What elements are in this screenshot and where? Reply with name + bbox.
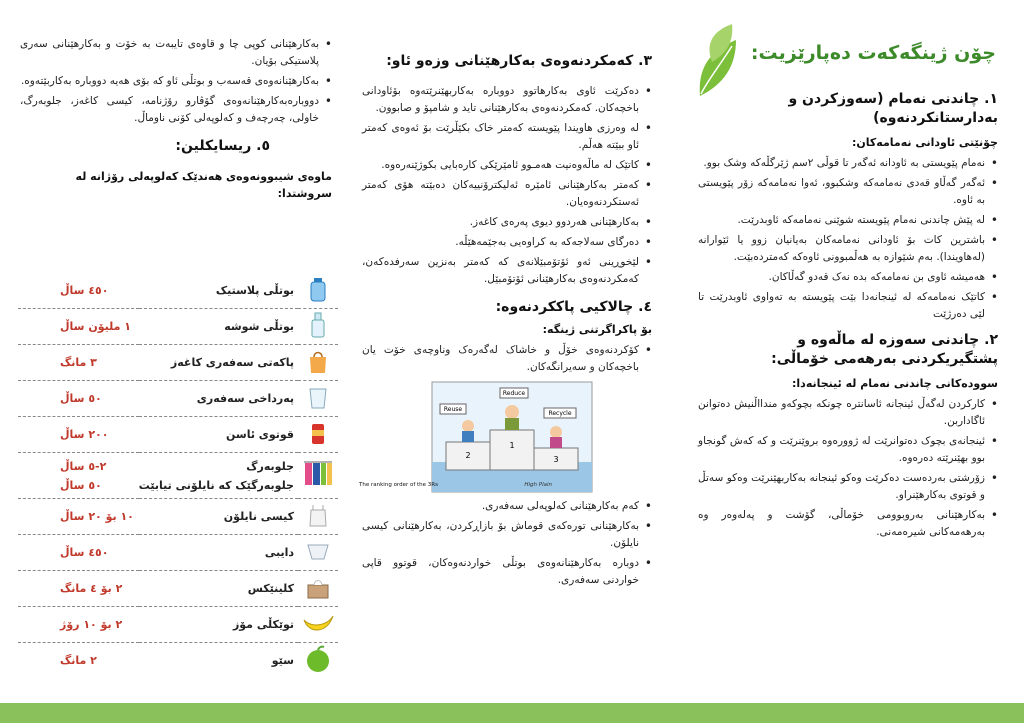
decomposition-table bbox=[18, 273, 338, 678]
apple-icon bbox=[303, 644, 333, 674]
list-item: • کەمتر بەکارهێنانی ئامێرە ئەلیکترۆنییەکان دەبێتە هۆی کەمتر ئەستکردنەوەیان. bbox=[362, 177, 652, 211]
section2-subheading: سوودەکانی چاندنی نەمام لە ئینجانەدا: bbox=[792, 377, 998, 390]
section1-heading: ١. چاندنی نەمام (سەوزکردن و بەدارستانکردنەوە) bbox=[788, 91, 998, 126]
table-row bbox=[18, 535, 338, 571]
section5-intro: ماوەی شیبوونەوەی هەندێک کەلوپەلی رۆژانە لە سروشتدا: bbox=[75, 170, 332, 200]
list-item: • دەکرێت ئاوی بەکارهاتوو دووبارە بەکاربهێنرێتەوە بۆئاودانی باخچەکان. کەمکردنەوەی بەکارهێنانی تاید و شامپۆ و صابوون. bbox=[362, 83, 652, 117]
list-item: • ئەگەر گەڵاو قەدی نەمامەکە وشکبوو، ئەوا نەمامەکە زۆر پێویستی بە ئاوە. bbox=[698, 175, 998, 209]
table-row bbox=[18, 381, 338, 417]
item-name: جلوبەرگ bbox=[246, 459, 294, 473]
item-time-nylon: ٥٠ ساڵ bbox=[60, 478, 102, 492]
list-item: • بەکارهێنانی تورەکەی قوماش بۆ بازاڕکردن، بەکارهێنانی کیسی نایلۆن. bbox=[362, 518, 652, 552]
table-row bbox=[18, 309, 338, 345]
section5-heading: ٥. ریسایکلین: bbox=[175, 138, 270, 154]
table-row bbox=[18, 571, 338, 607]
table-row bbox=[18, 417, 338, 453]
footer-band bbox=[0, 703, 1024, 723]
list-item: • کۆکردنەوەی خۆڵ و خاشاک لەگەرەک وناوچەی خۆت یان باخچەکان و سەیرانگەکان. bbox=[362, 342, 652, 376]
item-name: کلینێکس bbox=[139, 571, 298, 607]
table-row bbox=[18, 607, 338, 643]
plastic-bag-icon bbox=[305, 502, 331, 528]
clothes-icon bbox=[302, 458, 334, 490]
tissue-box-icon bbox=[305, 574, 331, 600]
list-item: • هەمیشە ئاوی بن نەمامەکە بدە نەک قەدو گەڵاکان. bbox=[698, 269, 998, 286]
item-name: پاکەتی سەفەری کاغەز bbox=[139, 345, 298, 381]
list-item: • بەکارهێنانی کوپی چا و قاوەی تایبەت بە خۆت و بەکارهێنانی سەری پلاستیکی بۆیان. bbox=[20, 36, 332, 70]
section2-list bbox=[698, 396, 998, 541]
section3-list bbox=[362, 83, 652, 288]
cup-icon bbox=[305, 384, 331, 410]
section4-heading: ٤. چالاکیی پاککردنەوە: bbox=[495, 299, 652, 315]
reduce-label: Reduce bbox=[502, 390, 526, 397]
paper-bag-icon bbox=[305, 348, 331, 374]
diaper-icon bbox=[305, 538, 331, 564]
item-time: ٢ بۆ ٤ مانگ bbox=[18, 571, 139, 607]
section2-heading: ٢. چاندنی سەوزە لە ماڵەوە و پشتگیریکردنی بەرهەمی خۆماڵی: bbox=[771, 332, 998, 367]
list-item: • کارکردن لەگەڵ ئینجانە ئاسانترە چونکە بچوکەو مندااڵنیش دەتوانن ئاگاداربن. bbox=[698, 396, 998, 430]
banana-icon bbox=[301, 610, 335, 636]
item-time: ٤٥٠ ساڵ bbox=[18, 535, 139, 571]
list-item: • ئینجانەی بچوک دەتوانرێت لە ژوورەوە بروێنرێت و کە کەش گونجاو بوو بهێنرێتە دەرەوە. bbox=[698, 433, 998, 467]
list-item: • لە وەرزی هاویندا پێویستە کەمتر خاک بکێڵرێت بۆ ئەوەی کەمتر ئاو ببێتە هەڵم. bbox=[362, 120, 652, 154]
item-name: بوتڵی پلاستیک bbox=[139, 273, 298, 309]
item-time: ٢ مانگ bbox=[60, 654, 97, 667]
item-name: دایبی bbox=[139, 535, 298, 571]
section1-list bbox=[698, 155, 998, 323]
table-row bbox=[18, 643, 338, 679]
list-item: • دووبارەبەکارهێنانەوەی گۆڤارو رۆژنامە، کیسی کاغەز، جلوبەرگ، خاولی، چەرچەف و کەلوپەلی کۆنی ناوماڵ. bbox=[20, 93, 332, 127]
list-item: • بەکارهێنانی هەردوو دیوی پەرەی کاغەز. bbox=[362, 214, 652, 231]
list-item: • دوبارە بەکارهێنانەوەی بوتڵی خواردنەوەکان، قوتوو قاپی خواردنی سەفەری. bbox=[362, 555, 652, 589]
item-name: پەرداخی سەفەری bbox=[139, 381, 298, 417]
list-item: • باشترین کات بۆ ئاودانی نەمامەکان بەیانیان زوو یا ئێوارانە (لەهاویندا). بەم شێوازە بە هەڵمبوونی ئاوەکە کەمتردەبێت. bbox=[698, 232, 998, 266]
item-name: بوتڵی شوشە bbox=[139, 309, 298, 345]
list-item: • کاتێک نەمامەکە لە ئینجانەدا بێت پێویستە بە تەواوی ئاوبدرێت تا لێی دەرژێت bbox=[698, 289, 998, 323]
list-item: • بەکارهێنانی بەروبوومی خۆماڵی، گۆشت و پەلەوەر وە بەرهەمەکانی شیرەمەنی. bbox=[698, 507, 998, 541]
leaf-icon bbox=[692, 22, 742, 98]
podium-1: 1 bbox=[509, 441, 515, 450]
list-item: • دەرگای سەلاجەکە بە کراوەیی بەجێمەهێڵە. bbox=[362, 234, 652, 251]
plastic-bottle-icon bbox=[305, 276, 331, 302]
item-name: توێکڵی مۆز bbox=[139, 607, 298, 643]
table-row bbox=[18, 273, 338, 309]
item-name: کیسی نایلۆن bbox=[139, 499, 298, 535]
list-item: • لە پێش چاندنی نەمام پێویستە شوێنی نەمامەکە ئاوبدرێت. bbox=[698, 212, 998, 229]
item-time: ٢٠٠ ساڵ bbox=[18, 417, 139, 453]
section1-subheading: چۆنێتی ئاودانی نەمامەکان: bbox=[851, 136, 998, 149]
item-name-nylon: جلوبەرگێک کە نایلۆنی تیابێت bbox=[138, 478, 294, 492]
caption: The ranking order of the 3Rs bbox=[359, 482, 438, 488]
table-row bbox=[18, 499, 338, 535]
page-title: چۆن ژینگەکەت دەپارێزیت: bbox=[750, 42, 996, 64]
list-item: • کاتێک لە ماڵەوەنیت هەمـوو ئامێرێکی کارەبایی بکوژێنەرەوە. bbox=[362, 157, 652, 174]
table-row bbox=[18, 345, 338, 381]
section4-list-bottom bbox=[362, 498, 652, 589]
section4-list-top bbox=[362, 342, 652, 376]
table-row bbox=[18, 453, 338, 499]
signature: High Plain bbox=[524, 482, 552, 488]
podium-3: 3 bbox=[553, 455, 559, 464]
section3-heading: ٣. کەمکردنەوەی بەکارهێنانی وزەو ئاو: bbox=[386, 53, 652, 69]
item-time: ٢-٥ ساڵ bbox=[60, 459, 107, 473]
reuse-label: Reuse bbox=[443, 406, 463, 413]
item-time: ٢ بۆ ١٠ رۆژ bbox=[18, 607, 139, 643]
three-rs-illustration bbox=[359, 382, 592, 492]
recycle-label: Recycle bbox=[548, 410, 572, 417]
item-name: قوتوی ئاسن bbox=[139, 417, 298, 453]
item-time: ١٠ بۆ ٢٠ ساڵ bbox=[18, 499, 139, 535]
reuse-list bbox=[20, 36, 332, 127]
item-time: ٥٠ ساڵ bbox=[18, 381, 139, 417]
item-time: ٤٥٠ ساڵ bbox=[18, 273, 139, 309]
podium-2: 2 bbox=[465, 451, 471, 460]
glass-bottle-icon bbox=[305, 312, 331, 338]
list-item: • لێخوڕینی ئەو ئۆتۆمبێلانەی کە کەمتر بەنزین سەرفدەکەن، کەمکردنەوەی بەکارهێنانی ئۆتۆمبێل. bbox=[362, 254, 652, 288]
list-item: • کەم بەکارهێنانی کەلوپەلی سەفەری. bbox=[362, 498, 652, 515]
list-item: • نەمام پێویستی بە ئاودانە ئەگەر تا قوڵی ٢سم ژێرگڵەکە وشک بوو. bbox=[698, 155, 998, 172]
item-time: ٣ مانگ bbox=[18, 345, 139, 381]
item-time: ١ ملیۆن ساڵ bbox=[18, 309, 139, 345]
item-name: سێو bbox=[271, 654, 294, 667]
section4-subheading: بۆ پاکراگرتنی ژینگە: bbox=[542, 323, 652, 336]
list-item: • بەکارهێنانەوەی قەسەب و بوتڵی ئاو کە بۆی هەیە دووبارە بەکاربێتەوە. bbox=[20, 73, 332, 90]
tin-can-icon bbox=[305, 420, 331, 446]
list-item: • زۆرشتی بەردەست دەکرێت وەکو ئینجانە بەکاربهێنرێت وەکو سەتڵ و قوتوی بەکارهێنراو. bbox=[698, 470, 998, 504]
